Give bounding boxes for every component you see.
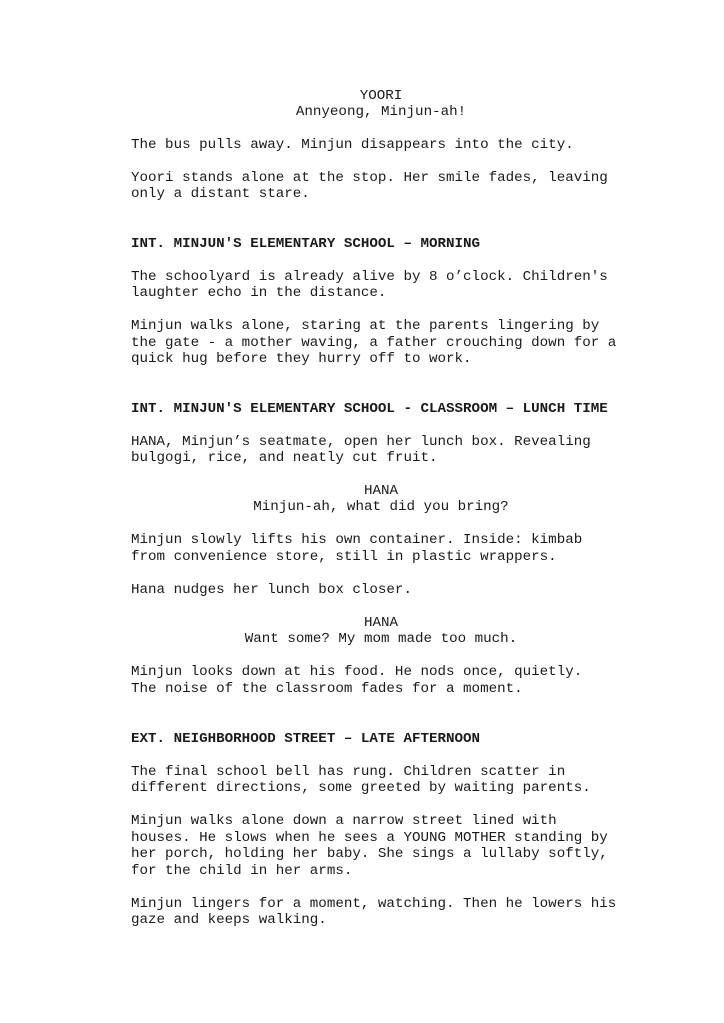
- action-line: only a distant stare.: [131, 186, 310, 202]
- action-line: Yoori stands alone at the stop. Her smile fades, leaving: [131, 170, 608, 186]
- scene-heading: INT. MINJUN'S ELEMENTARY SCHOOL – MORNING: [131, 236, 481, 252]
- scene-heading: INT. MINJUN'S ELEMENTARY SCHOOL - CLASSROOM – LUNCH TIME: [131, 401, 608, 417]
- action-line: The noise of the classroom fades for a moment.: [131, 681, 523, 697]
- action-line: Minjun slowly lifts his own container. Inside: kimbab: [131, 532, 583, 548]
- character-name: HANA: [363, 615, 399, 631]
- action-line: bulgogi, rice, and neatly cut fruit.: [131, 450, 438, 466]
- character-name: YOORI: [359, 88, 403, 104]
- action-line: the gate - a mother waving, a father crouching down for a: [131, 335, 617, 351]
- action-line: quick hug before they hurry off to work.: [131, 351, 472, 367]
- action-line: for the child in her arms.: [131, 863, 353, 879]
- action-line: houses. He slows when he sees a YOUNG MOTHER standing by: [131, 830, 608, 846]
- action-line: from convenience store, still in plastic wrappers.: [131, 549, 557, 565]
- dialogue-line: Minjun-ah, what did you bring?: [253, 499, 509, 515]
- scene-heading: EXT. NEIGHBORHOOD STREET – LATE AFTERNOON: [131, 731, 481, 747]
- action-line: The schoolyard is already alive by 8 o’clock. Children's: [131, 269, 608, 285]
- dialogue-line: Annyeong, Minjun-ah!: [295, 104, 467, 120]
- character-name: HANA: [363, 483, 399, 499]
- action-line: Minjun walks alone down a narrow street lined with: [131, 813, 557, 829]
- action-line: Minjun walks alone, staring at the parents lingering by: [131, 318, 600, 334]
- action-line: The bus pulls away. Minjun disappears into the city.: [131, 137, 574, 153]
- action-line: Minjun lingers for a moment, watching. Then he lowers his: [131, 896, 617, 912]
- action-line: gaze and keeps walking.: [131, 912, 327, 928]
- action-line: HANA, Minjun’s seatmate, open her lunch box. Revealing: [131, 434, 591, 450]
- action-line: laughter echo in the distance.: [131, 285, 387, 301]
- action-line: her porch, holding her baby. She sings a lullaby softly,: [131, 846, 608, 862]
- action-line: different directions, some greeted by waiting parents.: [131, 780, 591, 796]
- action-line: The final school bell has rung. Children scatter in: [131, 764, 566, 780]
- action-line: Minjun looks down at his food. He nods once, quietly.: [131, 664, 583, 680]
- action-line: Hana nudges her lunch box closer.: [131, 582, 412, 598]
- dialogue-line: Want some? My mom made too much.: [244, 631, 518, 647]
